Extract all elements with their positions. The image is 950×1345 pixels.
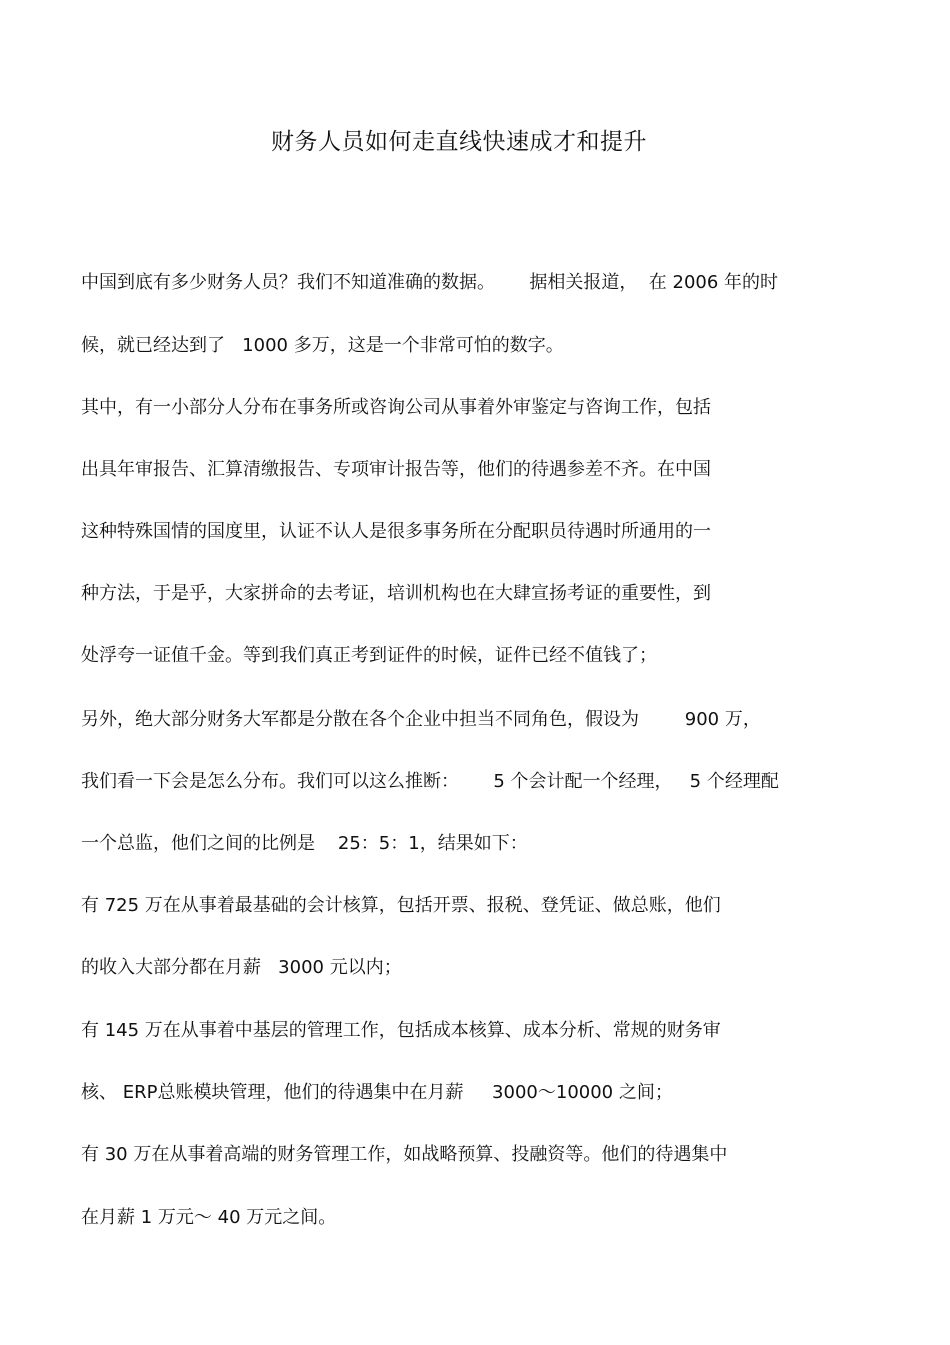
body-text-line: 我们看一下会是怎么分布。我们可以这么推断： 5 个会计配一个经理， 5 个经理配 bbox=[81, 771, 779, 792]
body-text-line: 处浮夸一证值千金。等到我们真正考到证件的时候，证件已经不值钱了； bbox=[81, 645, 657, 666]
body-text-line: 的收入大部分都在月薪 3000 元以内； bbox=[81, 957, 402, 978]
body-text-line: 中国到底有多少财务人员？我们不知道准确的数据。 据相关报道， 在 2006 年的时 bbox=[81, 272, 779, 293]
body-text-line: 出具年审报告、汇算清缴报告、专项审计报告等，他们的待遇参差不齐。在中国 bbox=[81, 459, 711, 480]
body-text-line: 其中，有一小部分人分布在事务所或咨询公司从事着外审鉴定与咨询工作，包括 bbox=[81, 397, 711, 418]
body-text-line: 有 30 万在从事着高端的财务管理工作，如战略预算、投融资等。他们的待遇集中 bbox=[81, 1144, 728, 1165]
body-text-line: 这种特殊国情的国度里，认证不认人是很多事务所在分配职员待遇时所通用的一 bbox=[81, 521, 711, 542]
body-text-line: 候，就已经达到了 1000 多万，这是一个非常可怕的数字。 bbox=[81, 335, 564, 356]
body-text-line: 在月薪 1 万元～ 40 万元之间。 bbox=[81, 1207, 337, 1228]
body-text-line: 有 725 万在从事着最基础的会计核算，包括开票、报税、登凭证、做总账，他们 bbox=[81, 895, 721, 916]
body-text-line: 一个总监，他们之间的比例是 25：5：1，结果如下： bbox=[81, 833, 528, 854]
body-text-line: 核、 ERP总账模块管理，他们的待遇集中在月薪 3000～10000 之间； bbox=[81, 1082, 673, 1103]
body-text-line: 有 145 万在从事着中基层的管理工作，包括成本核算、成本分析、常规的财务审 bbox=[81, 1020, 721, 1041]
document-title: 财务人员如何走直线快速成才和提升 bbox=[271, 129, 647, 155]
body-text-line: 另外，绝大部分财务大军都是分散在各个企业中担当不同角色，假设为 900 万， bbox=[81, 709, 761, 730]
body-text-line: 种方法，于是乎，大家拼命的去考证，培训机构也在大肆宣扬考证的重要性，到 bbox=[81, 583, 711, 604]
